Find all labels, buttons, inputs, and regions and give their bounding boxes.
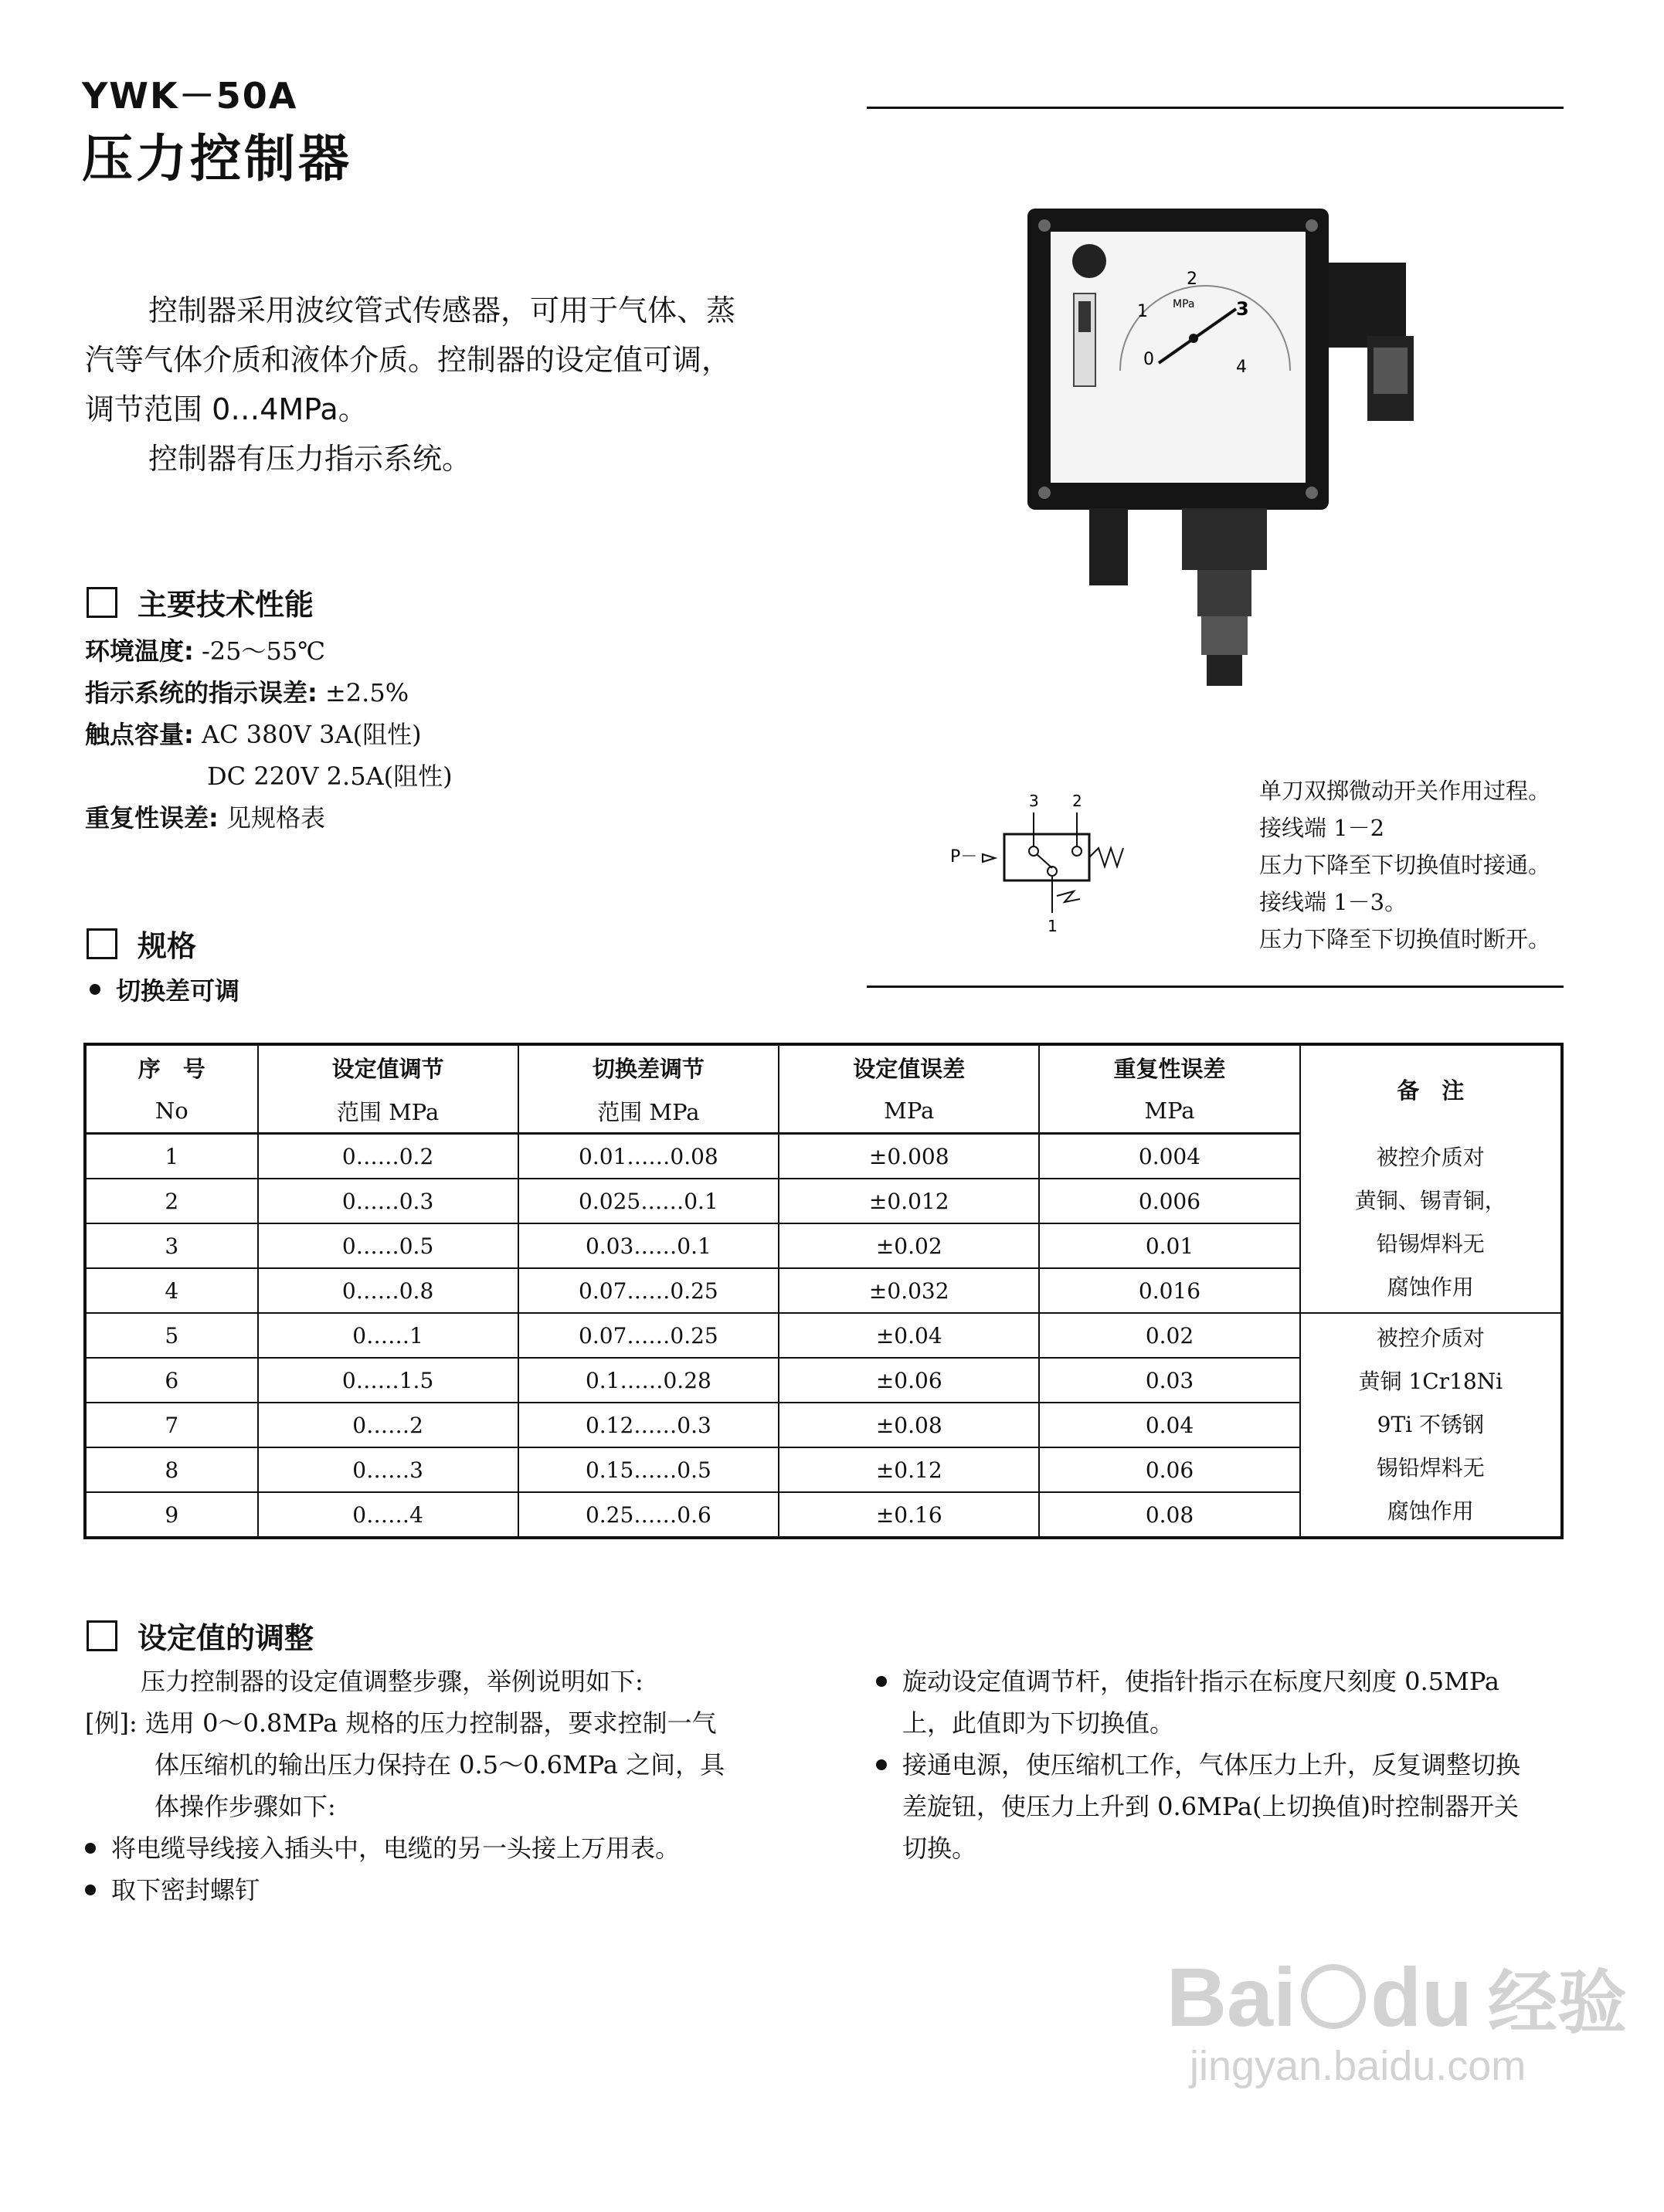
- cell-set-range: 0……1: [258, 1313, 518, 1358]
- product-photo: [1004, 193, 1468, 695]
- spec-heading-text: 规格: [138, 929, 197, 963]
- cell-set-error: ±0.06: [779, 1358, 1039, 1403]
- watermark-cn: 经验: [1488, 1963, 1628, 2044]
- adjust-step: [85, 1869, 811, 1911]
- cell-no: 4: [85, 1268, 258, 1313]
- header-no-sub: No: [85, 1089, 258, 1134]
- cell-diff-range: 0.07……0.25: [518, 1313, 779, 1358]
- switch-note: 压力下降至下切换值时断开。: [1259, 926, 1551, 952]
- bullet-icon: [876, 1759, 887, 1770]
- spec-label: 环境温度:: [85, 636, 194, 666]
- adjust-heading-text: 设定值的调整: [138, 1621, 314, 1655]
- remark-line: 腐蚀作用: [1387, 1274, 1474, 1301]
- paw-icon: [1301, 1964, 1366, 2029]
- cell-set-range: 0……3: [258, 1447, 518, 1492]
- header-repeat-error: 重复性误差: [1039, 1044, 1299, 1089]
- cell-no: 1: [85, 1134, 258, 1179]
- cell-no: 5: [85, 1313, 258, 1358]
- cell-no: 9: [85, 1492, 258, 1538]
- cell-set-range: 0……0.3: [258, 1179, 518, 1223]
- remark-cell: [1300, 1313, 1562, 1538]
- spec-value: 见规格表: [218, 803, 325, 833]
- adjust-left-column: [85, 1661, 811, 1911]
- spec-row: [85, 797, 453, 839]
- cell-repeat-error: 0.02: [1039, 1313, 1299, 1358]
- spec-label: 重复性误差:: [85, 803, 219, 833]
- dial-unit: MPa: [1173, 298, 1195, 310]
- cell-no: 2: [85, 1179, 258, 1223]
- remark-line: 9Ti 不锈钢: [1377, 1412, 1484, 1437]
- header-set-error: 设定值误差: [779, 1044, 1039, 1089]
- header-rule: [867, 107, 1564, 109]
- adjust-step: [876, 1744, 1571, 1869]
- header-set-range: 设定值调节: [258, 1044, 518, 1089]
- cell-set-error: ±0.012: [779, 1179, 1039, 1223]
- cell-set-error: ±0.008: [779, 1134, 1039, 1179]
- intro-line: 控制器采用波纹管式传感器，可用于气体、蒸: [148, 293, 736, 327]
- logo-icon: [1072, 244, 1106, 278]
- cell-diff-range: 0.01……0.08: [518, 1134, 779, 1179]
- adjust-intro: 压力控制器的设定值调整步骤，举例说明如下:: [141, 1667, 644, 1696]
- model-number: YWK－50A: [82, 75, 298, 117]
- cell-no: 3: [85, 1223, 258, 1268]
- adjust-step-text: 取下密封螺钉: [111, 1875, 260, 1905]
- cell-diff-range: 0.03……0.1: [518, 1223, 779, 1268]
- spec-value: AC 380V 3A(阻性): [193, 720, 422, 749]
- spec-value: ±2.5%: [317, 678, 409, 707]
- cell-no: 8: [85, 1447, 258, 1492]
- spec-bullet: [90, 972, 239, 1007]
- adjust-right-column: [876, 1661, 1571, 1869]
- remark-line: 铅锡焊料无: [1376, 1231, 1485, 1257]
- fitting-center: [1182, 508, 1267, 570]
- spec-row: [85, 630, 453, 672]
- cell-repeat-error: 0.006: [1039, 1179, 1299, 1223]
- watermark-url: jingyan.baidu.com: [1190, 2043, 1526, 2089]
- dial-mark: 1: [1137, 302, 1148, 321]
- watermark-brand: du: [1370, 1949, 1473, 2044]
- cell-set-error: ±0.08: [779, 1403, 1039, 1447]
- dial-mark: 4: [1236, 358, 1247, 377]
- cell-repeat-error: 0.03: [1039, 1358, 1299, 1403]
- header-diff-range: 切换差调节: [518, 1044, 779, 1089]
- cell-set-error: ±0.032: [779, 1268, 1039, 1313]
- terminal-3-label: 3: [1029, 792, 1039, 810]
- watermark-brand: Bai: [1166, 1949, 1297, 2044]
- cell-set-range: 0……0.2: [258, 1134, 518, 1179]
- remark-line: 黄铜、锡青铜，: [1354, 1188, 1506, 1214]
- cell-diff-range: 0.15……0.5: [518, 1447, 779, 1492]
- table-row: [85, 1134, 1562, 1179]
- switch-note: 接线端 1－3。: [1259, 889, 1408, 915]
- cell-no: 6: [85, 1358, 258, 1403]
- adjust-step: [85, 1827, 811, 1869]
- switch-diagram: [942, 780, 1159, 935]
- section-box-icon: [87, 587, 117, 618]
- adjust-heading: [87, 1614, 314, 1657]
- dial-mark: 0: [1143, 350, 1154, 369]
- remark-line: 锡铅焊料无: [1376, 1455, 1485, 1481]
- spec-heading: [87, 922, 196, 965]
- pressure-arrow-icon: [983, 854, 995, 862]
- cell-set-range: 0……0.8: [258, 1268, 518, 1313]
- intro-line: 控制器有压力指示系统。: [148, 442, 472, 476]
- header-diff-range-sub: 范围 MPa: [518, 1089, 779, 1134]
- spec-table: [83, 1043, 1564, 1539]
- performance-list: [85, 630, 453, 839]
- watermark: [1166, 1946, 1627, 2090]
- header-repeat-error-sub: MPa: [1039, 1089, 1299, 1134]
- section-box-icon: [87, 1620, 117, 1651]
- intro-line: 汽等气体介质和液体介质。控制器的设定值可调，: [85, 343, 732, 377]
- bullet-icon: [85, 1885, 96, 1895]
- table-row: [85, 1313, 1562, 1358]
- adjust-example: 体操作步骤如下:: [155, 1792, 336, 1821]
- spec-row: [85, 755, 453, 797]
- bullet-icon: [90, 984, 100, 995]
- cell-repeat-error: 0.06: [1039, 1447, 1299, 1492]
- cell-set-error: ±0.02: [779, 1223, 1039, 1268]
- cell-set-range: 0……1.5: [258, 1358, 518, 1403]
- remark-cell: [1300, 1134, 1562, 1314]
- bullet-icon: [85, 1843, 96, 1854]
- header-set-range-sub: 范围 MPa: [258, 1089, 518, 1134]
- cell-set-range: 0……4: [258, 1492, 518, 1538]
- spec-bullet-text: 切换差可调: [116, 976, 240, 1006]
- cell-set-range: 0……0.5: [258, 1223, 518, 1268]
- page-title: 压力控制器: [82, 129, 352, 188]
- header-set-error-sub: MPa: [779, 1089, 1039, 1134]
- fitting-left: [1089, 508, 1128, 585]
- adjust-step-text: 上，此值即为下切换值。: [902, 1708, 1175, 1738]
- switch-note: 接线端 1－2: [1259, 815, 1385, 841]
- header-remark: 备 注: [1300, 1044, 1562, 1134]
- remark-line: 被控介质对: [1376, 1325, 1485, 1351]
- adjust-step-text: 将电缆导线接入插头中，电缆的另一头接上万用表。: [111, 1834, 681, 1863]
- adjust-example: [例]: 选用 0～0.8MPa 规格的压力控制器，要求控制一气: [85, 1708, 717, 1738]
- intro-paragraph: [85, 286, 827, 483]
- spec-value: -25～55℃: [193, 636, 326, 666]
- performance-heading: [87, 581, 314, 623]
- bullet-icon: [876, 1676, 887, 1687]
- cell-diff-range: 0.25……0.6: [518, 1492, 779, 1538]
- adjust-example: 体压缩机的输出压力保持在 0.5～0.6MPa 之间，具: [155, 1750, 725, 1779]
- spec-row: [85, 672, 453, 714]
- section-box-icon: [87, 928, 117, 959]
- switch-note: 压力下降至下切换值时接通。: [1259, 852, 1551, 878]
- table-header-row: [85, 1044, 1562, 1089]
- cell-diff-range: 0.025……0.1: [518, 1179, 779, 1223]
- p-label: P－: [950, 847, 978, 867]
- adjust-step-text: 旋动设定值调节杆，使指针指示在标度尺刻度 0.5MPa: [902, 1667, 1500, 1696]
- intro-line: 调节范围 0…4MPa。: [85, 392, 368, 426]
- spec-label: 指示系统的指示误差:: [85, 678, 318, 707]
- cell-diff-range: 0.12……0.3: [518, 1403, 779, 1447]
- terminal-1-label: 1: [1048, 917, 1058, 935]
- switch-note: 单刀双掷微动开关作用过程。: [1259, 778, 1551, 804]
- cell-diff-range: 0.07……0.25: [518, 1268, 779, 1313]
- cell-repeat-error: 0.01: [1039, 1223, 1299, 1268]
- spec-label: 触点容量:: [85, 720, 194, 749]
- spec-value: DC 220V 2.5A(阻性): [207, 762, 453, 791]
- adjust-step: [876, 1661, 1571, 1744]
- switch-notes: [1259, 772, 1550, 958]
- performance-heading-text: 主要技术性能: [138, 588, 314, 622]
- cell-set-error: ±0.16: [779, 1492, 1039, 1538]
- adjust-step-text: 切换。: [902, 1834, 977, 1863]
- header-no: 序 号: [85, 1044, 258, 1089]
- spec-rule: [867, 986, 1564, 988]
- cell-repeat-error: 0.04: [1039, 1403, 1299, 1447]
- cell-repeat-error: 0.016: [1039, 1268, 1299, 1313]
- cell-diff-range: 0.1……0.28: [518, 1358, 779, 1403]
- cell-set-error: ±0.04: [779, 1313, 1039, 1358]
- dial-mark: 2: [1187, 270, 1197, 289]
- cell-repeat-error: 0.004: [1039, 1134, 1299, 1179]
- spec-row: [85, 714, 453, 755]
- terminal-2-label: 2: [1072, 792, 1082, 810]
- remark-line: 腐蚀作用: [1387, 1498, 1474, 1524]
- adjust-step-text: 接通电源，使压缩机工作，气体压力上升，反复调整切换: [902, 1750, 1521, 1779]
- cell-set-error: ±0.12: [779, 1447, 1039, 1492]
- cell-set-range: 0……2: [258, 1403, 518, 1447]
- dial-mark: 3: [1236, 298, 1249, 320]
- cell-no: 7: [85, 1403, 258, 1447]
- remark-line: 被控介质对: [1376, 1145, 1485, 1171]
- cell-repeat-error: 0.08: [1039, 1492, 1299, 1538]
- remark-line: 黄铜 1Cr18Ni: [1358, 1369, 1503, 1394]
- adjust-step-text: 差旋钮，使压力上升到 0.6MPa(上切换值)时控制器开关: [902, 1792, 1519, 1821]
